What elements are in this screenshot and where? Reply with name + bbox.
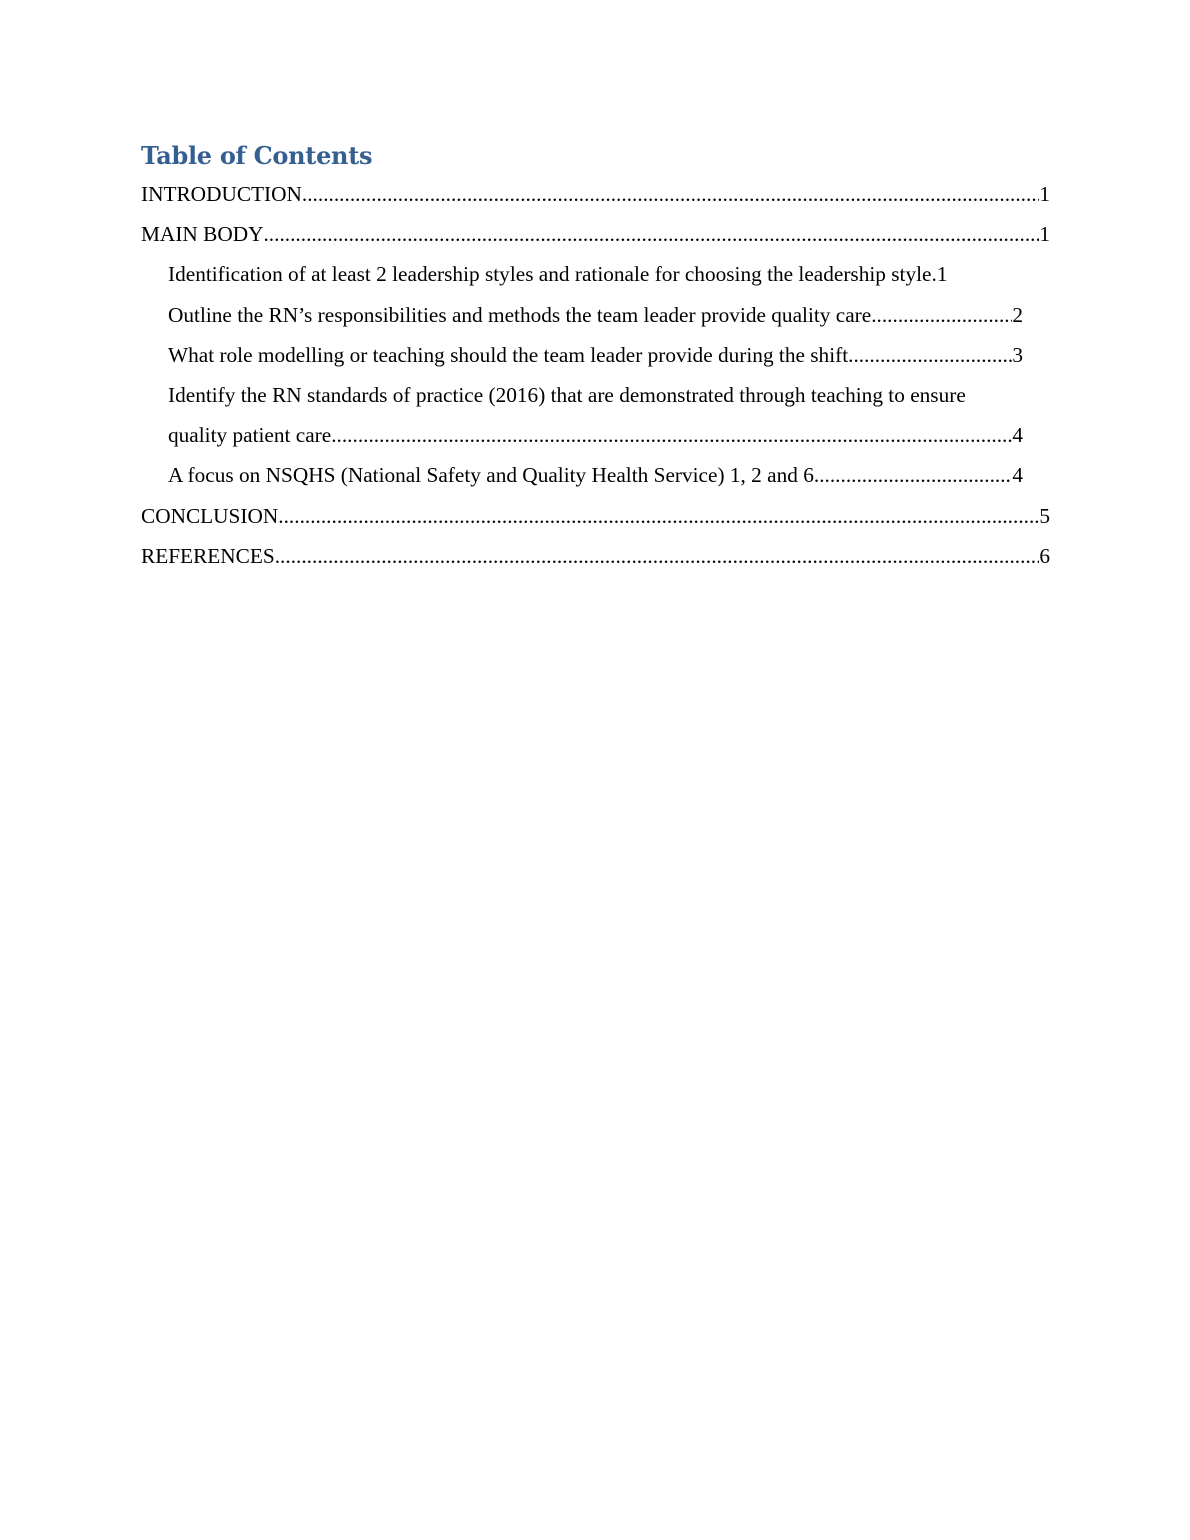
- toc-entry-conclusion[interactable]: [141, 496, 1050, 536]
- toc-entry-label: quality patient care: [168, 423, 332, 448]
- dot-leader: [275, 536, 1040, 576]
- toc-entry-page-number: 5: [1039, 503, 1050, 528]
- toc-entry-label: MAIN BODY: [141, 222, 264, 247]
- toc-entry-page-number: 1: [1039, 182, 1050, 206]
- toc-entry-nsqhs[interactable]: [168, 455, 1023, 495]
- toc-entry-main-body[interactable]: [141, 214, 1050, 254]
- toc-entry-label: Identify the RN standards of practice (2016) that are demonstrated through teaching to ensure: [168, 383, 966, 408]
- toc-title: Table of Contents: [141, 141, 373, 170]
- toc-entry-rn-responsibilities[interactable]: [168, 295, 1023, 335]
- toc-entry-leadership-styles[interactable]: [168, 254, 1023, 294]
- toc-entry-rn-standards[interactable]: [168, 375, 1023, 455]
- toc-entry-label: What role modelling or teaching should the team leader provide during the shift: [168, 342, 849, 367]
- toc-entry-page-number: 4: [1012, 423, 1023, 448]
- toc-entry-label: CONCLUSION: [141, 503, 279, 528]
- dot-leader: [263, 214, 1039, 254]
- toc-entry-role-modelling[interactable]: [168, 335, 1023, 375]
- dot-leader: [848, 335, 1012, 375]
- toc-entry-page-number: 3: [1012, 342, 1023, 367]
- toc-entry-page-number: 2: [1012, 302, 1023, 327]
- toc-entry-label: REFERENCES: [141, 543, 275, 568]
- toc-entry-page-number: 1: [936, 262, 948, 287]
- dot-leader: [871, 295, 1012, 335]
- toc-entry-label-line-1: [168, 375, 1023, 415]
- toc-entry-label: A focus on NSQHS (National Safety and Quality Health Service) 1, 2 and 6: [168, 463, 814, 488]
- table-of-contents: [141, 138, 1050, 576]
- toc-entry-label: INTRODUCTION: [141, 182, 302, 206]
- toc-entry-page-number: 4: [1012, 463, 1023, 488]
- toc-entry-page-number: 1: [1039, 222, 1050, 247]
- dot-leader: [814, 455, 1012, 495]
- dot-leader: [331, 415, 1012, 455]
- toc-entry-page-number: 6: [1039, 543, 1050, 568]
- toc-entry-introduction[interactable]: [141, 174, 1050, 214]
- toc-entry-references[interactable]: [141, 536, 1050, 576]
- dot-leader: [278, 496, 1039, 536]
- toc-entry-label: Outline the RN’s responsibilities and methods the team leader provide quality care: [168, 302, 872, 327]
- toc-entry-label: Identification of at least 2 leadership styles and rationale for choosing the leadership style.: [168, 262, 937, 287]
- dot-leader: [302, 174, 1039, 214]
